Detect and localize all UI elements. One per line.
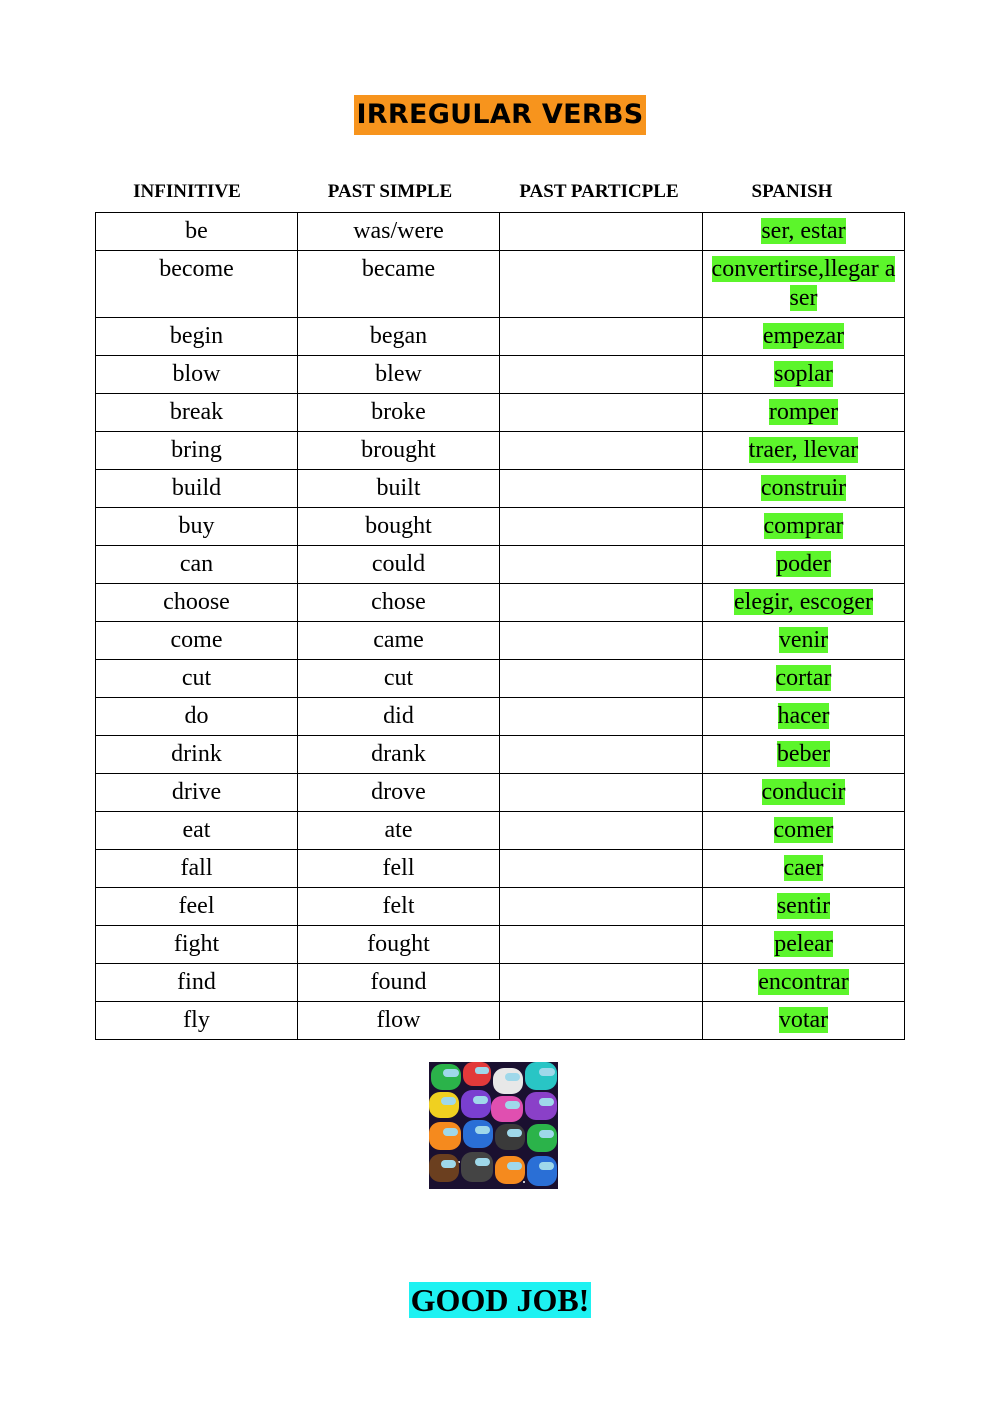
cell-infinitive: become <box>96 251 298 318</box>
cell-spanish <box>703 356 905 394</box>
verbs-table <box>95 212 905 1040</box>
header-spanish: SPANISH <box>751 181 833 202</box>
spanish-translation: caer <box>783 855 824 881</box>
cell-infinitive: do <box>96 698 298 736</box>
spanish-translation: pelear <box>774 931 833 957</box>
cell-spanish <box>703 546 905 584</box>
spanish-translation: ser, estar <box>761 218 846 244</box>
cell-spanish <box>703 251 905 318</box>
cell-spanish <box>703 584 905 622</box>
cell-infinitive: be <box>96 213 298 251</box>
cell-spanish <box>703 850 905 888</box>
cell-past-simple: felt <box>298 888 500 926</box>
cell-past-simple: fought <box>298 926 500 964</box>
table-row <box>96 888 905 926</box>
cell-past-simple: flow <box>298 1002 500 1040</box>
cell-spanish <box>703 812 905 850</box>
cell-spanish <box>703 213 905 251</box>
good-job-text: GOOD JOB! <box>410 1282 590 1318</box>
cell-past-participle[interactable] <box>500 213 703 251</box>
cell-infinitive: find <box>96 964 298 1002</box>
table-row <box>96 470 905 508</box>
cell-spanish <box>703 394 905 432</box>
cell-past-participle[interactable] <box>500 394 703 432</box>
title-container <box>0 95 1000 135</box>
cell-infinitive: fall <box>96 850 298 888</box>
cell-past-participle[interactable] <box>500 850 703 888</box>
cell-infinitive: begin <box>96 318 298 356</box>
cell-infinitive: buy <box>96 508 298 546</box>
cell-infinitive: cut <box>96 660 298 698</box>
cell-spanish <box>703 888 905 926</box>
cell-past-simple: came <box>298 622 500 660</box>
cell-infinitive: feel <box>96 888 298 926</box>
cell-past-simple: ate <box>298 812 500 850</box>
table-row <box>96 1002 905 1040</box>
cell-past-simple: broke <box>298 394 500 432</box>
cell-infinitive: blow <box>96 356 298 394</box>
cell-past-participle[interactable] <box>500 584 703 622</box>
spanish-translation: empezar <box>762 323 845 349</box>
table-row <box>96 251 905 318</box>
crewmate-collage-image <box>429 1062 558 1189</box>
table-row <box>96 394 905 432</box>
table-row <box>96 850 905 888</box>
cell-infinitive: can <box>96 546 298 584</box>
cell-past-simple: brought <box>298 432 500 470</box>
cell-spanish <box>703 318 905 356</box>
table-row <box>96 318 905 356</box>
spanish-translation: beber <box>776 741 831 767</box>
cell-infinitive: come <box>96 622 298 660</box>
cell-infinitive: eat <box>96 812 298 850</box>
cell-past-simple: could <box>298 546 500 584</box>
cell-past-participle[interactable] <box>500 964 703 1002</box>
cell-infinitive: fly <box>96 1002 298 1040</box>
spanish-translation: comer <box>773 817 834 843</box>
cell-infinitive: drive <box>96 774 298 812</box>
table-row <box>96 213 905 251</box>
cell-spanish <box>703 1002 905 1040</box>
table-row <box>96 736 905 774</box>
cell-past-participle[interactable] <box>500 470 703 508</box>
cell-past-participle[interactable] <box>500 546 703 584</box>
table-row <box>96 964 905 1002</box>
cell-past-participle[interactable] <box>500 251 703 318</box>
cell-past-simple: was/were <box>298 213 500 251</box>
spanish-translation: soplar <box>774 361 833 387</box>
cell-past-simple: did <box>298 698 500 736</box>
spanish-translation: romper <box>768 399 839 425</box>
spanish-translation: comprar <box>763 513 844 539</box>
cell-past-simple: bought <box>298 508 500 546</box>
header-past-simple: PAST SIMPLE <box>327 181 453 202</box>
table-row <box>96 660 905 698</box>
cell-spanish <box>703 508 905 546</box>
spanish-translation: hacer <box>777 703 830 729</box>
table-row <box>96 584 905 622</box>
cell-infinitive: bring <box>96 432 298 470</box>
cell-past-participle[interactable] <box>500 318 703 356</box>
cell-spanish <box>703 698 905 736</box>
spanish-translation: poder <box>776 551 831 577</box>
cell-past-simple: drank <box>298 736 500 774</box>
spanish-translation: convertirse,llegar a ser <box>711 256 896 311</box>
cell-past-participle[interactable] <box>500 812 703 850</box>
cell-past-participle[interactable] <box>500 356 703 394</box>
table-row <box>96 432 905 470</box>
spanish-translation: traer, llevar <box>748 437 859 463</box>
table-row <box>96 698 905 736</box>
header-infinitive: INFINITIVE <box>133 181 241 202</box>
cell-past-participle[interactable] <box>500 926 703 964</box>
table-row <box>96 546 905 584</box>
table-row <box>96 812 905 850</box>
cell-past-simple: fell <box>298 850 500 888</box>
spanish-translation: sentir <box>776 893 831 919</box>
cell-spanish <box>703 774 905 812</box>
cell-past-participle[interactable] <box>500 888 703 926</box>
cell-spanish <box>703 660 905 698</box>
cell-spanish <box>703 736 905 774</box>
header-past-participle: PAST PARTICPLE <box>519 181 679 202</box>
cell-infinitive: choose <box>96 584 298 622</box>
spanish-translation: cortar <box>775 665 832 691</box>
table-row <box>96 926 905 964</box>
cell-past-participle[interactable] <box>500 698 703 736</box>
cell-past-simple: became <box>298 251 500 318</box>
table-row <box>96 356 905 394</box>
cell-past-simple: began <box>298 318 500 356</box>
cell-spanish <box>703 964 905 1002</box>
cell-spanish <box>703 622 905 660</box>
cell-spanish <box>703 470 905 508</box>
cell-past-simple: built <box>298 470 500 508</box>
table-row <box>96 508 905 546</box>
cell-past-simple: blew <box>298 356 500 394</box>
footer-container <box>0 1282 1000 1318</box>
spanish-translation: venir <box>778 627 829 653</box>
cell-past-simple: cut <box>298 660 500 698</box>
cell-past-participle[interactable] <box>500 622 703 660</box>
cell-infinitive: build <box>96 470 298 508</box>
spanish-translation: conducir <box>761 779 846 805</box>
cell-spanish <box>703 432 905 470</box>
cell-infinitive: fight <box>96 926 298 964</box>
column-headers <box>95 180 903 204</box>
table-row <box>96 622 905 660</box>
cell-past-participle[interactable] <box>500 432 703 470</box>
cell-past-participle[interactable] <box>500 1002 703 1040</box>
cell-infinitive: break <box>96 394 298 432</box>
spanish-translation: encontrar <box>758 969 849 995</box>
cell-infinitive: drink <box>96 736 298 774</box>
page-title: IRREGULAR VERBS <box>354 95 645 135</box>
cell-past-participle[interactable] <box>500 508 703 546</box>
spanish-translation: construir <box>760 475 847 501</box>
cell-past-participle[interactable] <box>500 774 703 812</box>
cell-past-participle[interactable] <box>500 736 703 774</box>
cell-past-simple: found <box>298 964 500 1002</box>
spanish-translation: votar <box>778 1007 829 1033</box>
cell-past-simple: chose <box>298 584 500 622</box>
table-row <box>96 774 905 812</box>
cell-past-simple: drove <box>298 774 500 812</box>
spanish-translation: elegir, escoger <box>734 589 873 615</box>
cell-past-participle[interactable] <box>500 660 703 698</box>
cell-spanish <box>703 926 905 964</box>
